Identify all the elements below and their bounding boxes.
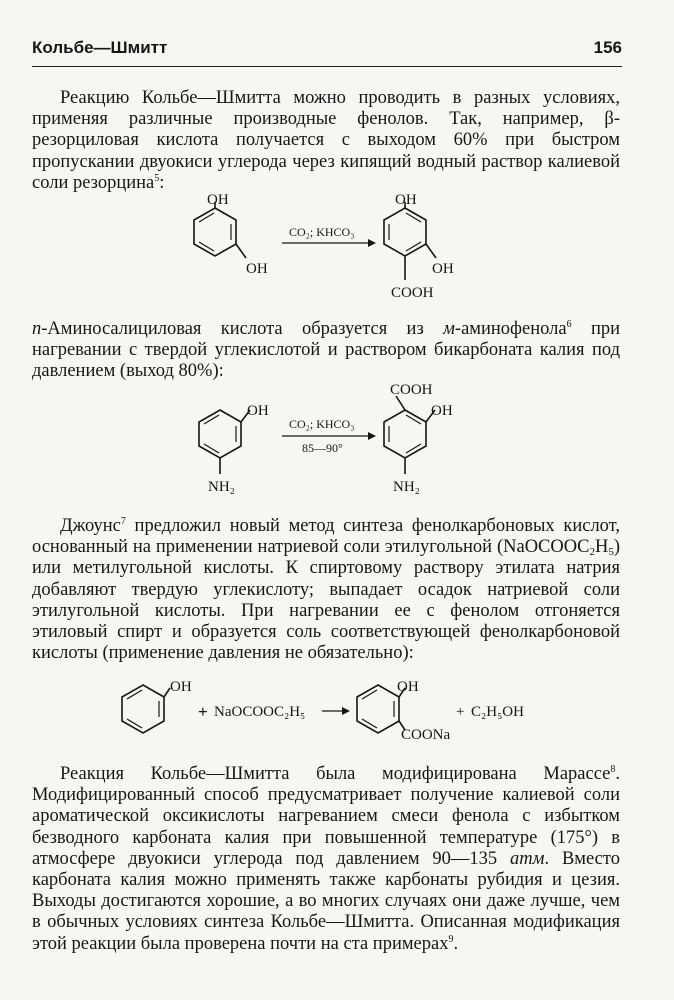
- s3-product-oh: OH: [397, 679, 419, 695]
- p3-sub-5: 5: [608, 546, 614, 559]
- footnote-ref-5: 5: [154, 172, 160, 184]
- s1-product-cooh: COOH: [391, 285, 434, 301]
- p4-text-d: .: [453, 933, 459, 954]
- s3-reagent: NaOCOOC₂H₅: [214, 704, 306, 720]
- p2-prefix-m: м: [443, 319, 455, 339]
- s2-reactant-oh: OH: [247, 403, 269, 419]
- footnote-ref-9: 9: [448, 933, 454, 945]
- s2-conditions: 85—90°: [302, 441, 343, 455]
- footnote-ref-6: 6: [566, 319, 572, 330]
- s3-product-coona: COONa: [401, 727, 451, 743]
- p1-text: Реакцию Кольбе—Шмитта можно проводить в разных условиях, применяя различные производные фенолов. Так, например, β-резорциловая кислота получается с выходом 60% при быстром пропускании двуокиси углерода через кипящий водный раствор калиевой соли резорцина: [32, 88, 620, 193]
- p4-text-b: . Модифицированный способ предусматривает получение калиевой соли ароматической оксикислоты нагреванием смеси фенола с избытком безводного карбоната калия при повышенной температуре (175°) в атмосфере двуокиси углерода под давлением 90—135: [32, 764, 620, 869]
- running-title: Кольбе—Шмитт: [32, 38, 168, 57]
- p3-text-d: ) или метилугольной кислоты. К спиртовому раствору этилата натрия добавляют твердую углекислоту; выпадает осадок натриевой соли этилугольной кислоты. При нагревании ее с фенолом отгоняется этиловый спирт и образуется соль соответствующей фенолкарбоновой кислоты (применение давления не обязательно):: [32, 537, 620, 664]
- p3-text-a: Джоунс: [60, 516, 121, 536]
- s1-product-oh-top: OH: [395, 192, 417, 208]
- phenol-ring: [122, 685, 170, 733]
- p2-text-c: при нагревании с твердой углекислотой и раствором бикарбоната калия под давлением (выход 80%):: [32, 319, 620, 382]
- s2-product-cooh: COOH: [390, 382, 433, 398]
- s1-product-oh-side: OH: [432, 261, 454, 277]
- p3-text-b: предложил новый метод синтеза фенолкарбоновых кислот, основанный на применении натриевой соли этилугольной (NaOCOOC: [32, 516, 620, 558]
- s3-byproduct: C₂H₅OH: [471, 704, 524, 720]
- paragraph-marasse-modification: [32, 764, 620, 955]
- footnote-ref-7: 7: [120, 516, 126, 527]
- s2-product-oh: OH: [431, 403, 453, 419]
- p2-text-b: -аминофенола: [454, 319, 567, 339]
- s1-reactant-oh-meta: OH: [246, 261, 268, 277]
- s2-product-nh2: NH₂: [393, 479, 420, 495]
- s3-plus-1: +: [198, 702, 208, 721]
- s2-reactant-nh2: NH₂: [208, 479, 235, 495]
- s1-reactant-oh-top: OH: [207, 192, 229, 208]
- p2-prefix-n: n: [32, 319, 42, 339]
- s3-plus-2: +: [456, 704, 465, 720]
- s1-reagents: CO₂; KHCO₃: [289, 225, 355, 239]
- p4-text-a: Реакция Кольбе—Шмитта была модифицирована Марассе: [60, 764, 611, 784]
- p4-atm: атм: [510, 848, 545, 869]
- p1-end: :: [159, 172, 165, 193]
- p3-sub-2: 2: [589, 546, 595, 559]
- s2-reagents: CO₂; KHCO₃: [289, 417, 355, 431]
- p3-text-c: H: [594, 537, 609, 558]
- footnote-ref-8: 8: [610, 764, 616, 775]
- p2-text-a: -Аминосалициловая кислота образуется из: [41, 319, 444, 339]
- s3-arrow-head: [342, 707, 350, 715]
- s3-reactant-oh: OH: [170, 679, 192, 695]
- p4-text-c: . Вместо карбоната калия можно применять также карбонаты рубидия и цезия. Выходы достигаются хорошие, а во многих случаях они даже лучше, чем в обычных условиях синтеза Кольбе—Шмитта. Описанная модификация этой реакции была проверена почти на ста примерах: [32, 848, 620, 954]
- page-number: 156: [593, 38, 622, 57]
